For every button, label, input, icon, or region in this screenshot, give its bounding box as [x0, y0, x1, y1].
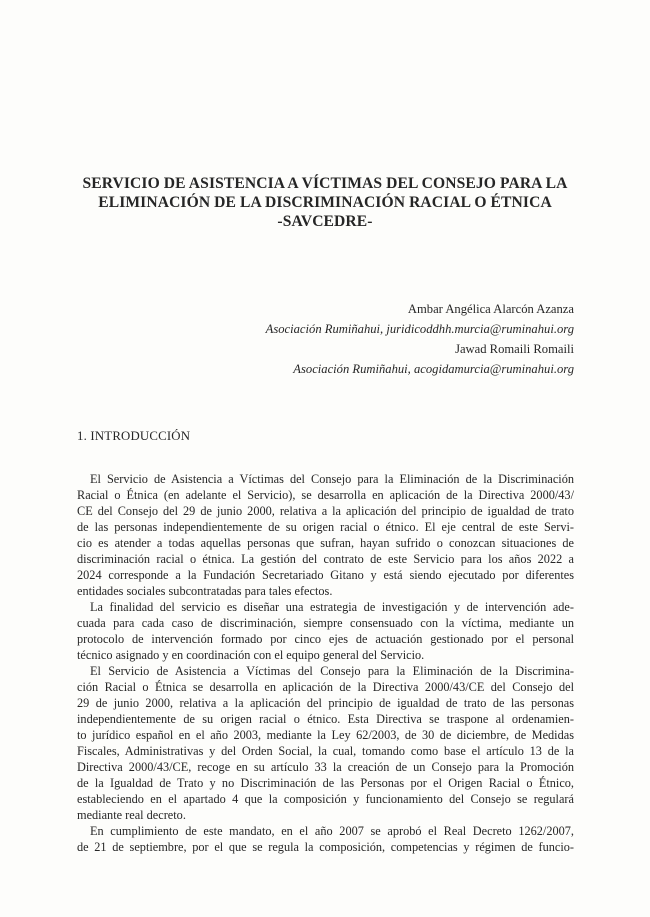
text-line: En cumplimiento de este mandato, en el año 2007 se aprobó el Real Decreto 1262/2007, — [90, 824, 574, 838]
text-line: cio es atender a todas aquellas personas que sufran, hayan sufrido o conozcan situaciones de — [77, 536, 574, 550]
title-line-2: ELIMINACIÓN DE LA DISCRIMINACIÓN RACIAL O ÉTNICA — [98, 194, 552, 211]
text-line: entidades sociales subcontratadas para tales efectos. — [77, 584, 333, 598]
text-line: discriminación racial o étnica. La gestión del contrato de este Servicio para los años 2022 a — [77, 552, 574, 566]
text-line: independientemente de su origen racial o étnico. Esta Directiva se traspone al ordenamien- — [77, 712, 574, 726]
text-line: cuada para cada caso de discriminación, siempre consensuado con la víctima, mediante un — [77, 616, 574, 630]
section-heading: 1. INTRODUCCIÓN — [77, 429, 191, 443]
text-line: de la Igualdad de Trato y no Discriminación de las Personas por el Origen Racial o Étnico, — [77, 776, 574, 790]
text-line: mediante real decreto. — [77, 808, 186, 822]
text-line: to jurídico español en el año 2003, mediante la Ley 62/2003, de 30 de diciembre, de Medidas — [77, 728, 574, 742]
text-line: Fiscales, Administrativas y del Orden Social, la cual, tomando como base el artículo 13 de la — [77, 744, 574, 758]
title-acronym: -SAVCEDRE- — [277, 213, 373, 230]
text-line: de las personas independientemente de su origen racial o étnico. El eje central de este Servi- — [77, 520, 574, 534]
text-line: El Servicio de Asistencia a Víctimas del Consejo para la Eliminación de la Discriminación — [90, 472, 574, 486]
text-line: Racial o Étnica (en adelante el Servicio), se desarrolla en aplicación de la Directiva 2000/43/ — [77, 488, 574, 502]
text-line: La finalidad del servicio es diseñar una estrategia de investigación y de intervención ade- — [90, 600, 574, 614]
text-line: protocolo de intervención formado por cinco ejes de actuación gestionado por el personal — [77, 632, 574, 646]
text-line: Directiva 2000/43/CE, recoge en su artículo 33 la creación de un Consejo para la Promoción — [77, 760, 574, 774]
text-line: técnico asignado y en coordinación con el equipo general del Servicio. — [77, 648, 425, 662]
author-name: Jawad Romaili Romaili — [455, 342, 574, 356]
text-line: de 21 de septiembre, por el que se regula la composición, competencias y régimen de funcio- — [77, 840, 574, 854]
text-line: ción Racial o Étnica se desarrolla en aplicación de la Directiva 2000/43/CE del Consejo del — [77, 680, 574, 694]
author-affiliation: Asociación Rumiñahui, acogidamurcia@ruminahui.org — [293, 362, 574, 376]
text-line: estableciendo en el apartado 4 que la composición y funcionamiento del Consejo se regulará — [77, 792, 574, 806]
text-line: CE del Consejo del 29 de junio 2000, relativa a la aplicación del principio de igualdad de trato — [77, 504, 574, 518]
title-line-1: SERVICIO DE ASISTENCIA A VÍCTIMAS DEL CONSEJO PARA LA — [82, 175, 568, 192]
text-line: 29 de junio 2000, relativa a la aplicación del principio de igualdad de trato de las personas — [77, 696, 574, 710]
text-line: 2024 corresponde a la Fundación Secretariado Gitano y está siendo ejecutado por diferentes — [77, 568, 574, 582]
author-name: Ambar Angélica Alarcón Azanza — [407, 302, 574, 316]
author-affiliation: Asociación Rumiñahui, juridicoddhh.murcia@ruminahui.org — [265, 322, 574, 336]
text-line: El Servicio de Asistencia a Víctimas del Consejo para la Eliminación de la Discrimina- — [90, 664, 574, 678]
